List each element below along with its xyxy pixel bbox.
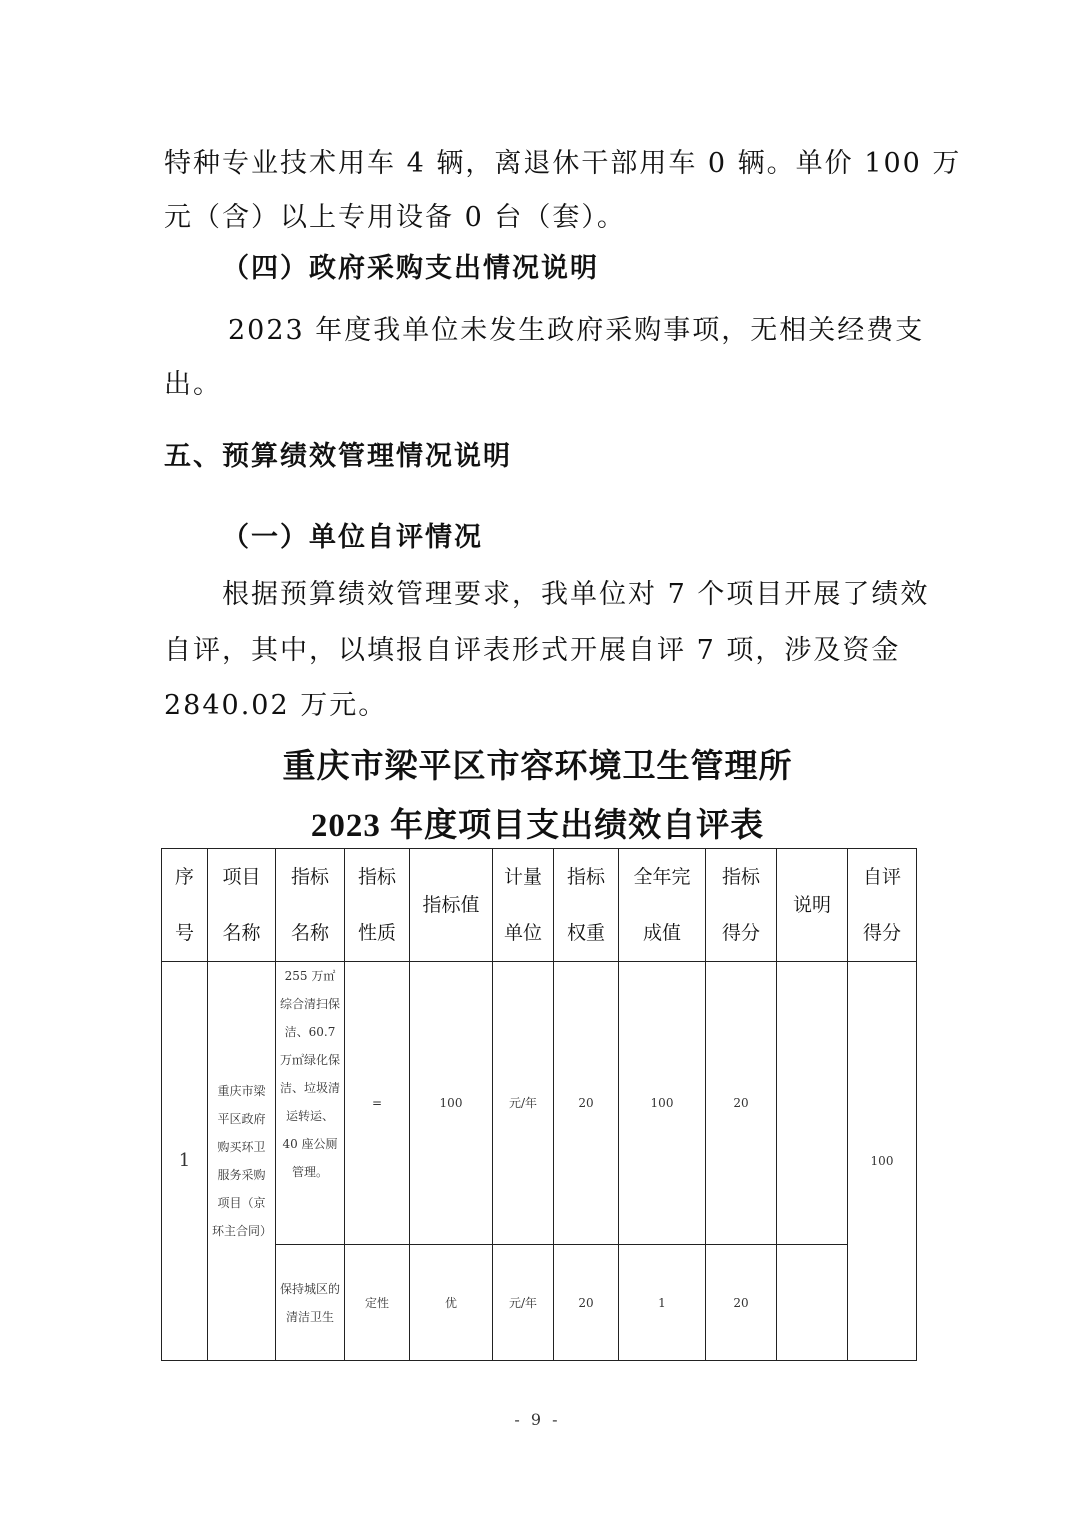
cell-nature: = — [345, 962, 410, 1245]
cell-unit: 元/年 — [493, 962, 554, 1245]
paragraph-line: 根据预算绩效管理要求，我单位对 7 个项目开展了绩效 — [222, 579, 930, 610]
cell-value: 优 — [410, 1245, 493, 1361]
cell-self-score: 100 — [848, 962, 917, 1361]
header-indicator-nature: 指标 性质 — [345, 849, 410, 962]
cell-value: 100 — [410, 962, 493, 1245]
cell-score: 20 — [706, 962, 777, 1245]
cell-nature: 定性 — [345, 1245, 410, 1361]
table-header-row — [162, 849, 917, 962]
header-weight: 指标 权重 — [554, 849, 619, 962]
cell-seq: 1 — [162, 962, 208, 1361]
header-score: 指标 得分 — [706, 849, 777, 962]
paragraph-line: 出。 — [164, 369, 222, 400]
header-indicator-name: 指标 名称 — [276, 849, 345, 962]
table-subtitle: 2023 年度项目支出绩效自评表 — [310, 808, 765, 844]
table-row — [162, 1245, 917, 1361]
cell-unit: 元/年 — [493, 1245, 554, 1361]
cell-score: 20 — [706, 1245, 777, 1361]
cell-weight: 20 — [554, 962, 619, 1245]
cell-note — [777, 1245, 848, 1361]
sub-heading: （四）政府采购支出情况说明 — [222, 253, 599, 284]
cell-note — [777, 962, 848, 1245]
paragraph-line: 自评，其中，以填报自评表形式开展自评 7 项，涉及资金 — [164, 635, 901, 666]
cell-annual-value: 100 — [619, 962, 706, 1245]
paragraph-line: 2023 年度我单位未发生政府采购事项，无相关经费支 — [228, 315, 925, 346]
header-self-score: 自评 得分 — [848, 849, 917, 962]
paragraph-line: 2840.02 万元。 — [164, 690, 388, 721]
cell-indicator-name: 保持城区的清洁卫生 — [276, 1245, 345, 1361]
paragraph-line: 元（含）以上专用设备 0 台（套）。 — [164, 202, 626, 233]
section-heading: 五、预算绩效管理情况说明 — [164, 441, 512, 472]
performance-table — [161, 848, 917, 1361]
header-unit: 计量 单位 — [493, 849, 554, 962]
cell-weight: 20 — [554, 1245, 619, 1361]
sub-heading: （一）单位自评情况 — [222, 522, 483, 553]
header-seq: 序 号 — [162, 849, 208, 962]
header-project-name: 项目 名称 — [208, 849, 276, 962]
paragraph-line: 特种专业技术用车 4 辆，离退休干部用车 0 辆。单价 100 万 — [164, 148, 962, 179]
cell-project-name: 重庆市梁平区政府购买环卫服务采购项目（京环主合同） — [208, 962, 276, 1361]
header-indicator-value: 指标值 — [410, 849, 493, 962]
cell-annual-value: 1 — [619, 1245, 706, 1361]
header-annual-value: 全年完 成值 — [619, 849, 706, 962]
table-title: 重庆市梁平区市容环境卫生管理所 — [282, 749, 793, 785]
table-row — [162, 962, 917, 1245]
header-note: 说明 — [777, 849, 848, 962]
cell-indicator-name: 255 万㎡综合清扫保洁、60.7 万㎡绿化保洁、垃圾清运转运、40 座公厕管理。 — [276, 962, 345, 1245]
page-number: - 9 - — [514, 1410, 561, 1429]
